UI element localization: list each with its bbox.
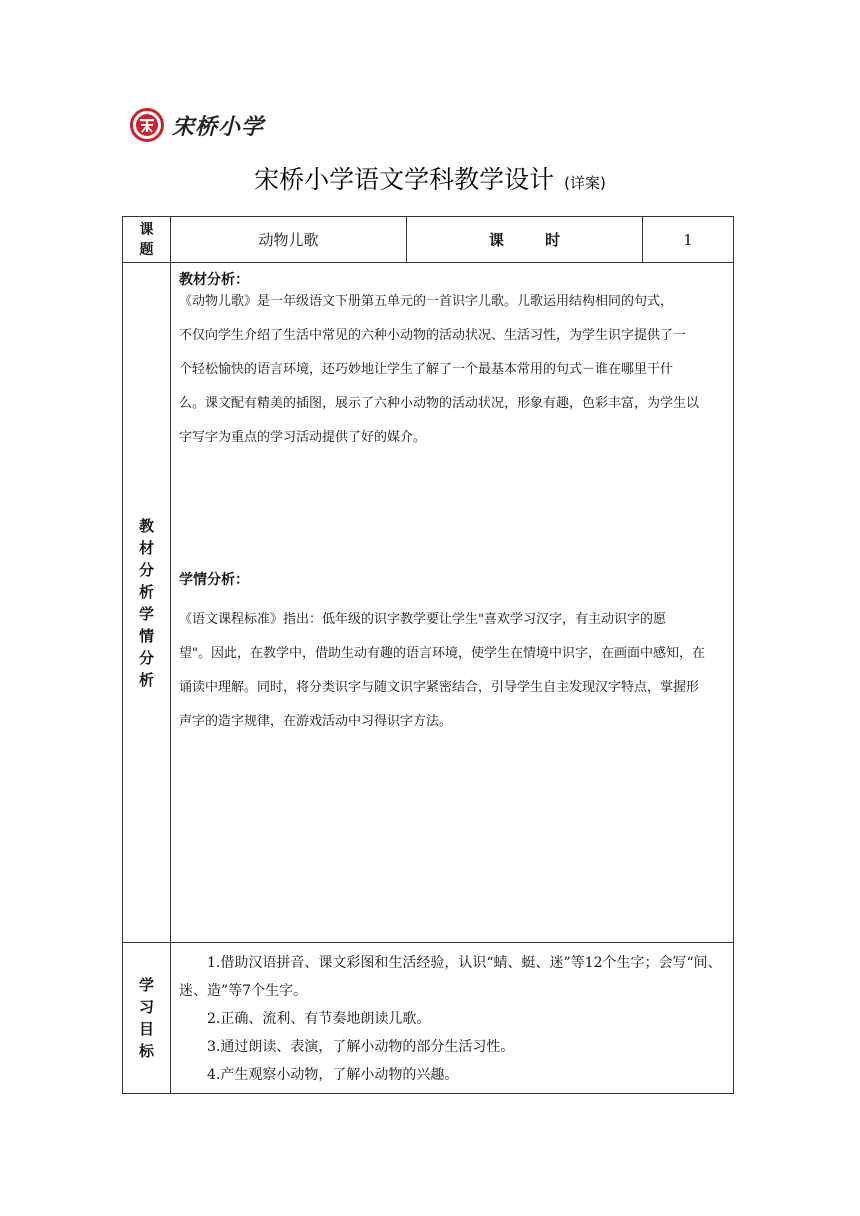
- material-paragraph: 字写字为重点的学习活动提供了好的媒介。: [179, 430, 427, 445]
- student-analysis-heading: 学情分析：: [179, 572, 249, 588]
- topic-row: [123, 217, 734, 263]
- topic-value: 动物儿歌: [171, 217, 407, 263]
- topic-label: 课 题: [123, 217, 171, 263]
- material-paragraph: 不仅向学生介绍了生活中常见的六种小动物的活动状况、生活习性，为学生识字提供了一: [179, 328, 687, 343]
- student-paragraph: 《语文课程标准》指出：低年级的识字教学要让学生"喜欢学习汉字，有主动识字的愿: [179, 612, 666, 627]
- school-logo: [130, 108, 264, 142]
- analysis-content: [171, 263, 734, 943]
- title-suffix: (详案): [564, 174, 606, 192]
- page-title: [0, 160, 860, 196]
- material-paragraph: 么。课文配有精美的插图，展示了六种小动物的活动状况，形象有趣，色彩丰富，为学生以: [179, 396, 700, 411]
- school-emblem-icon: [130, 108, 164, 142]
- analysis-row: [123, 263, 734, 943]
- lesson-plan-table: [122, 216, 734, 1094]
- goals-content: [171, 943, 734, 1094]
- goal-item: 1.借助汉语拼音、课文彩图和生活经验，认识“蜻、蜓、迷”等12个生字；会写“间、迷、造”等7个生字。: [179, 955, 722, 999]
- student-paragraph: 望"。因此，在教学中，借助生动有趣的语言环境，使学生在情境中识字，在画面中感知，在: [179, 646, 705, 661]
- period-label: 课 时: [407, 217, 643, 263]
- goals-row: [123, 943, 734, 1094]
- goal-item: 3.通过朗读、表演，了解小动物的部分生活习性。: [207, 1039, 515, 1055]
- goal-item: 4.产生观察小动物，了解小动物的兴趣。: [207, 1067, 459, 1083]
- analysis-label: 教 材 分 析 学 情 分 析: [123, 263, 171, 943]
- title-text: 宋桥小学语文学科教学设计: [254, 165, 555, 194]
- student-paragraph: 诵读中理解。同时，将分类识字与随文识字紧密结合，引导学生自主发现汉字特点，掌握形: [179, 680, 700, 695]
- material-paragraph: 个轻松愉快的语言环境，还巧妙地让学生了解了一个最基本常用的句式－谁在哪里干什: [179, 362, 674, 377]
- goals-label: 学 习 目 标: [123, 943, 171, 1094]
- material-paragraph: 《动物儿歌》是一年级语文下册第五单元的一首识字儿歌。儿歌运用结构相同的句式，: [179, 294, 674, 309]
- period-value: 1: [643, 217, 734, 263]
- material-analysis-heading: 教材分析：: [179, 272, 249, 288]
- goal-item: 2.正确、流利、有节奏地朗读儿歌。: [207, 1011, 431, 1027]
- student-paragraph: 声字的造字规律，在游戏活动中习得识字方法。: [179, 714, 453, 729]
- logo-text: 宋桥小学: [172, 113, 265, 140]
